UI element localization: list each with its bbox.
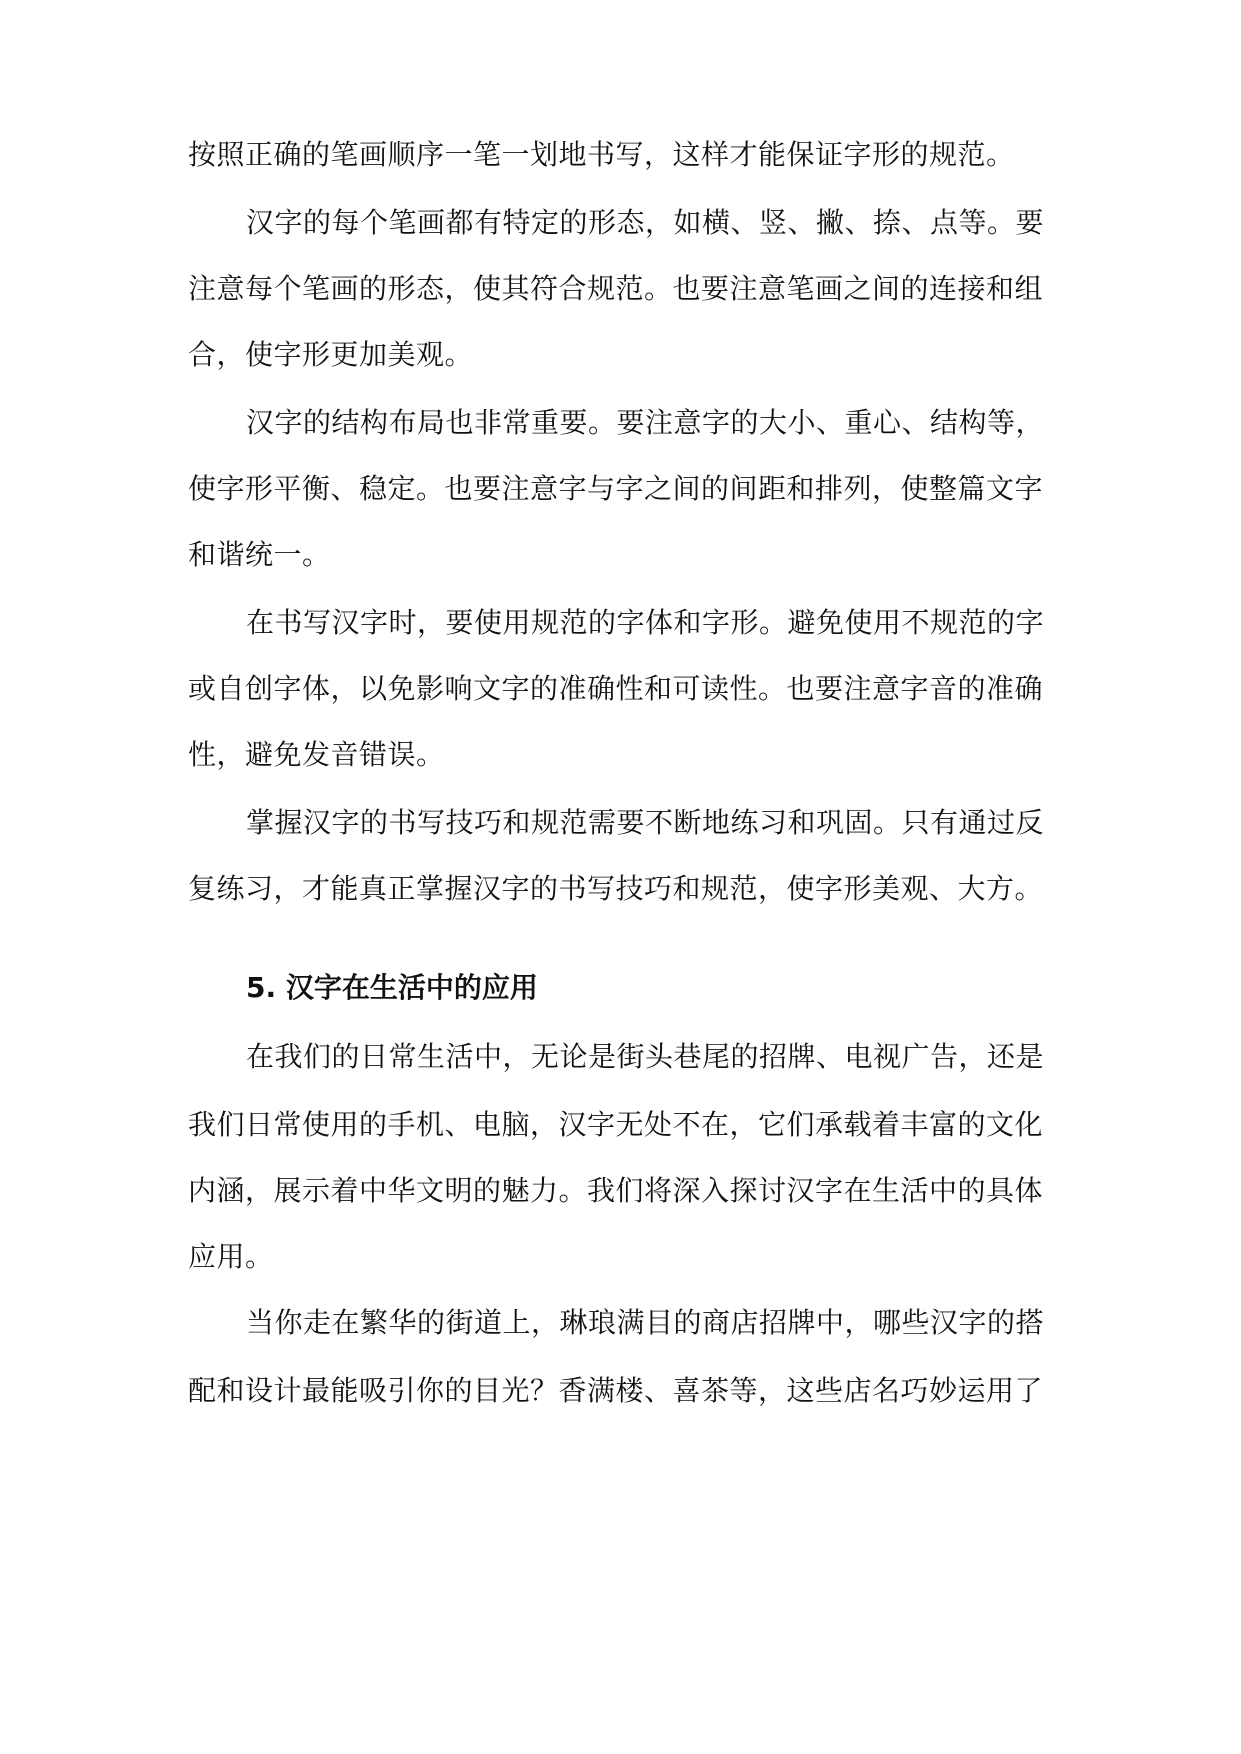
paragraph-line: 和谐统一。 — [188, 538, 331, 571]
paragraph-line: 使字形平衡、稳定。也要注意字与字之间的间距和排列，使整篇文字 — [188, 472, 1044, 505]
paragraph-line: 当你走在繁华的街道上，琳琅满目的商店招牌中，哪些汉字的搭 — [246, 1306, 1045, 1339]
paragraph-line: 应用。 — [188, 1240, 274, 1273]
paragraph-line: 汉字的结构布局也非常重要。要注意字的大小、重心、结构等， — [246, 406, 1045, 439]
paragraph-line: 配和设计最能吸引你的目光？香满楼、喜茶等，这些店名巧妙运用了 — [188, 1374, 1044, 1407]
paragraph-line: 或自创字体，以免影响文字的准确性和可读性。也要注意字音的准确 — [188, 672, 1044, 705]
paragraph-line: 性，避免发音错误。 — [188, 738, 445, 771]
paragraph-line: 我们日常使用的手机、电脑，汉字无处不在，它们承载着丰富的文化 — [188, 1108, 1044, 1141]
paragraph-line: 汉字的每个笔画都有特定的形态，如横、竖、撇、捺、点等。要 — [246, 206, 1045, 239]
paragraph-line: 在书写汉字时，要使用规范的字体和字形。避免使用不规范的字 — [246, 606, 1045, 639]
paragraph-line: 内涵，展示着中华文明的魅力。我们将深入探讨汉字在生活中的具体 — [188, 1174, 1044, 1207]
paragraph-line: 掌握汉字的书写技巧和规范需要不断地练习和巩固。只有通过反 — [246, 806, 1045, 839]
paragraph-line: 在我们的日常生活中，无论是街头巷尾的招牌、电视广告，还是 — [246, 1040, 1045, 1073]
paragraph-line: 复练习，才能真正掌握汉字的书写技巧和规范，使字形美观、大方。 — [188, 872, 1044, 905]
paragraph-line: 注意每个笔画的形态，使其符合规范。也要注意笔画之间的连接和组 — [188, 272, 1044, 305]
paragraph-line: 合，使字形更加美观。 — [188, 338, 474, 371]
paragraph-line: 按照正确的笔画顺序一笔一划地书写，这样才能保证字形的规范。 — [188, 138, 1015, 171]
section-heading: 5. 汉字在生活中的应用 — [246, 971, 538, 1004]
